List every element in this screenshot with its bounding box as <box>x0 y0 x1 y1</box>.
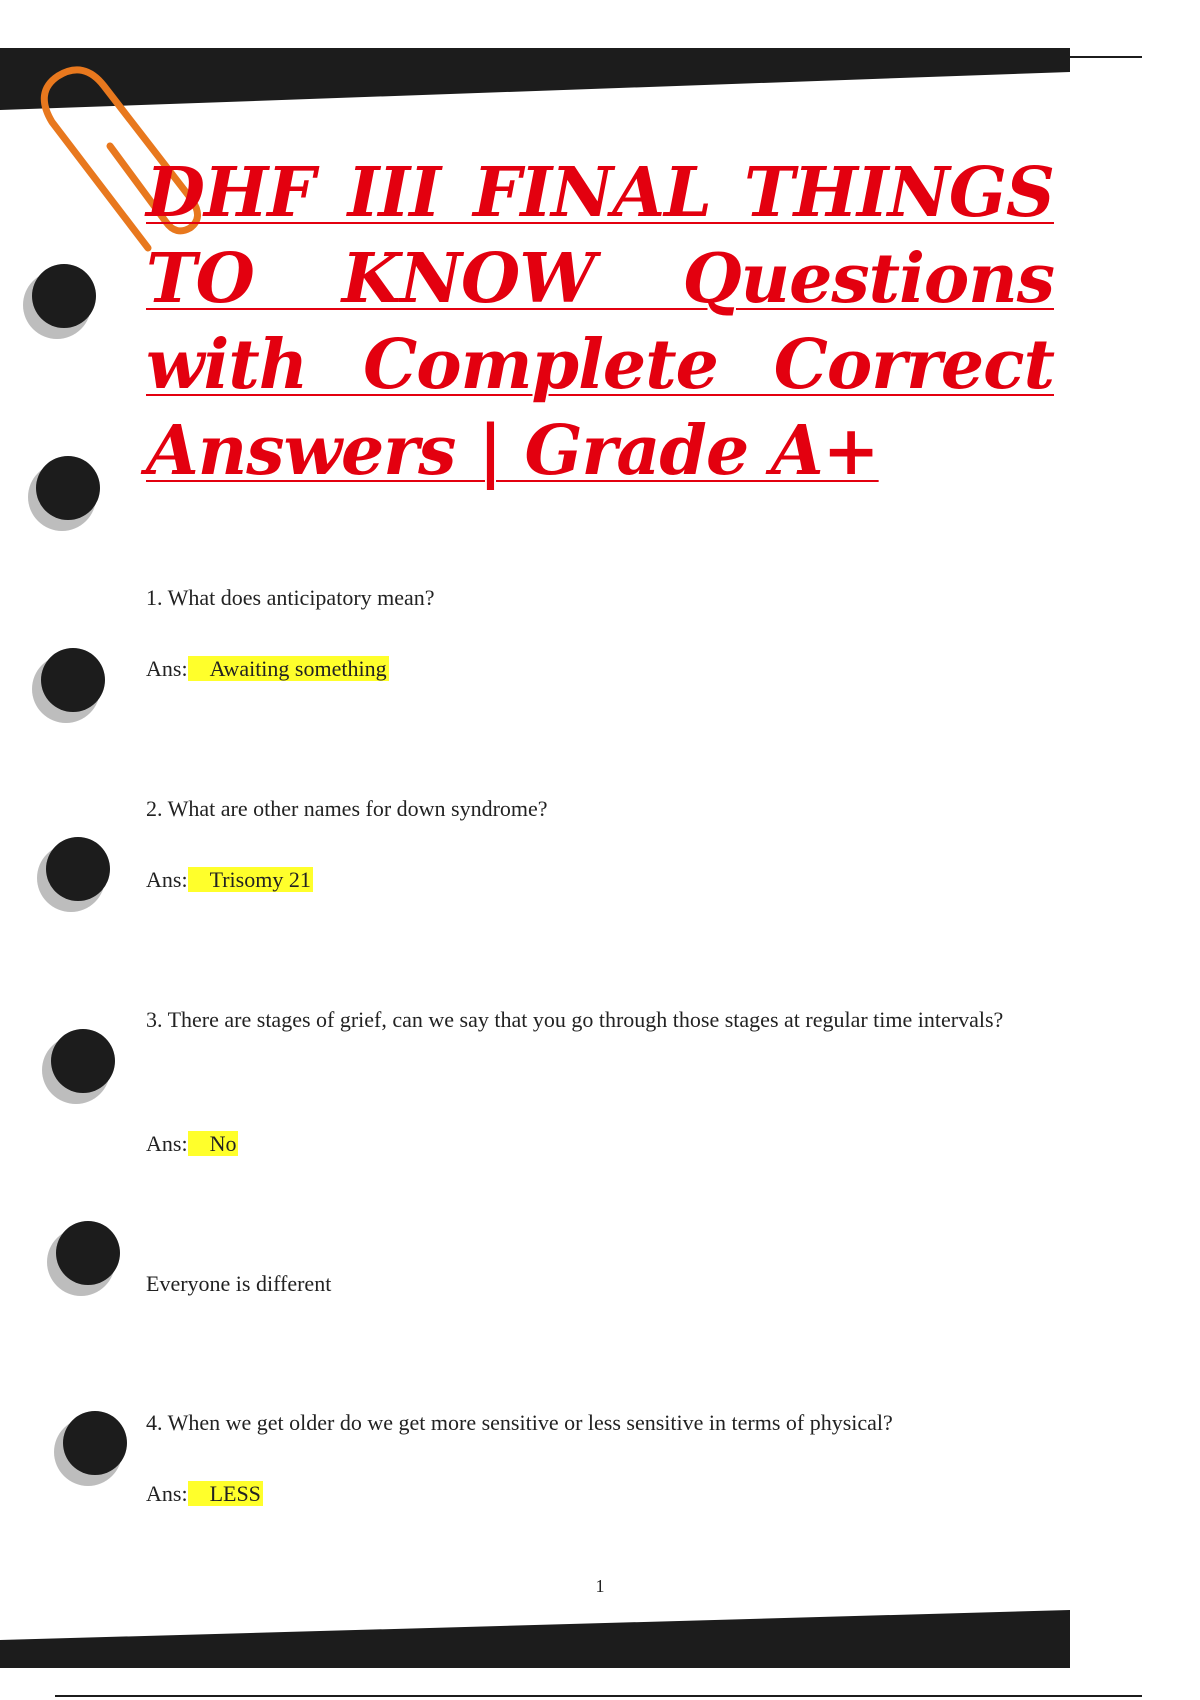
page-number: 1 <box>595 1576 605 1596</box>
question-4: 4. When we get older do we get more sensitive or less sensitive in terms of physical? <box>146 1410 893 1435</box>
answer-value: No <box>188 1131 239 1156</box>
answer-label: Ans: <box>146 656 188 681</box>
answer-3 <box>146 1130 238 1158</box>
bottom-band <box>0 1610 1070 1668</box>
question-2: 2. What are other names for down syndrome? <box>146 796 548 821</box>
question-1: 1. What does anticipatory mean? <box>146 585 435 610</box>
answer-1 <box>146 655 389 683</box>
answer-label: Ans: <box>146 1131 188 1156</box>
answer-value: Awaiting something <box>188 656 389 681</box>
answer-label: Ans: <box>146 1481 188 1506</box>
top-band <box>0 48 1070 110</box>
punch-holes <box>23 264 127 1486</box>
answer-note-3: Everyone is different <box>146 1271 332 1296</box>
answer-4 <box>146 1480 263 1508</box>
answer-2 <box>146 866 313 894</box>
document-title: DHF III FINAL THINGS TO KNOW Questions with Complete Correct Answers | Grade A+ <box>146 153 1054 491</box>
answer-label: Ans: <box>146 867 188 892</box>
answer-value: LESS <box>188 1481 263 1506</box>
question-3: 3. There are stages of grief, can we say that you go through those stages at regular time intervals? <box>146 1007 1004 1032</box>
answer-value: Trisomy 21 <box>188 867 313 892</box>
